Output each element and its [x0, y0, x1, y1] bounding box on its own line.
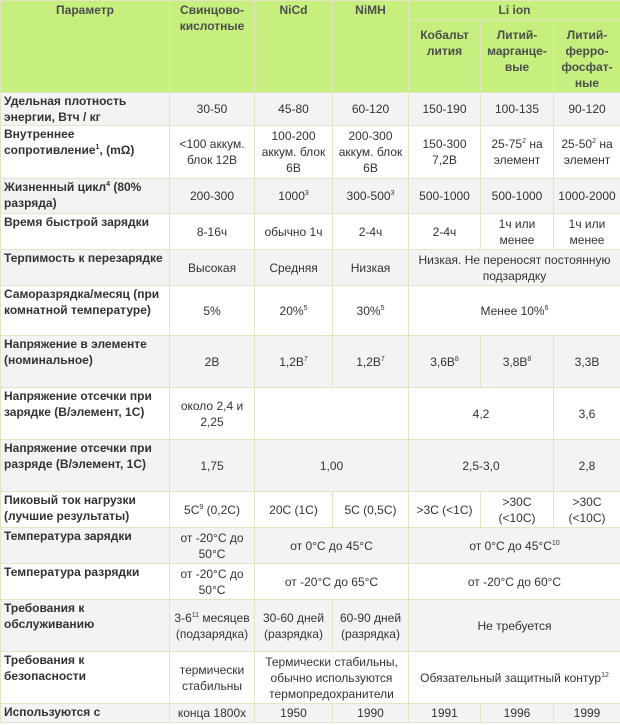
table-row [1, 492, 620, 528]
nicd-cell: 100-200 аккум. блок 6В [255, 126, 333, 179]
nimh-cell: Низкая [333, 250, 409, 286]
nimh-cell: 2-4ч [333, 214, 409, 250]
nimh-cell: 200-300 аккум. блок 6В [333, 126, 409, 179]
manganese-cell: 100-135 [481, 93, 554, 126]
param-cell: Напряжение в элементе (номинальное) [1, 336, 170, 388]
table-row [1, 388, 620, 440]
nickel-cell [255, 388, 409, 440]
nickel-cell: от -20°С до 65°С [255, 564, 409, 600]
phosphate-cell: >30С (<10С) [554, 492, 620, 528]
table-row [1, 440, 620, 492]
table-row [1, 93, 620, 126]
nimh-cell: 60-90 дней (разрядка) [333, 600, 409, 652]
phosphate-cell: 1000-2000 [554, 179, 620, 214]
nimh-cell: 1990 [333, 704, 409, 723]
nimh-cell: 5С (0,5С) [333, 492, 409, 528]
lead-acid-cell: 200-300 [170, 179, 255, 214]
table-row [1, 704, 620, 723]
nicd-cell: 1950 [255, 704, 333, 723]
param-cell: Терпимость к перезарядке [1, 250, 170, 286]
param-cell: Температура зарядки [1, 528, 170, 564]
lead-acid-cell: около 2,4 и 2,25 [170, 388, 255, 440]
header-li-ion: Li ion [409, 1, 620, 21]
li-ion-cell: Низкая. Не переносят постоянную подзарядку [409, 250, 620, 286]
manganese-cell: $3,8В^8$ [481, 336, 554, 388]
nicd-cell: обычно 1ч [255, 214, 333, 250]
phosphate-cell: 3,6 [554, 388, 620, 440]
param-cell: Температура разрядки [1, 564, 170, 600]
nicd-cell: Средняя [255, 250, 333, 286]
lead-acid-cell: $3-6^{11}$ месяцев (подзарядка) [170, 600, 255, 652]
cobalt-cell: 500-1000 [409, 179, 481, 214]
table-row [1, 336, 620, 388]
phosphate-cell: 2,8 [554, 440, 620, 492]
nimh-cell: 30%$^5$ [333, 286, 409, 336]
header-cobalt: Кобальт лития [409, 21, 481, 93]
header-phosphate: Литий-ферро-фосфат-ные [554, 21, 620, 93]
cobalt-cell: $3,6В^8$ [409, 336, 481, 388]
manganese-cell: 1996 [481, 704, 554, 723]
cobalt-manganese-cell: 2,5-3,0 [409, 440, 554, 492]
table-row [1, 179, 620, 214]
param-cell: Напряжение отсечки при зарядке (В/элемент, 1С) [1, 388, 170, 440]
cobalt-cell: 1991 [409, 704, 481, 723]
header-param: Параметр [1, 1, 170, 93]
phosphate-cell: 90-120 [554, 93, 620, 126]
table-row [1, 250, 620, 286]
param-cell: Внутреннее сопротивление$^1$, (mΩ) [1, 126, 170, 179]
phosphate-cell: 1ч или менее [554, 214, 620, 250]
param-cell: Пиковый ток нагрузки (лучшие результаты) [1, 492, 170, 528]
cobalt-manganese-cell: 4,2 [409, 388, 554, 440]
nicd-cell: 30-60 дней (разрядка) [255, 600, 333, 652]
nickel-cell: Термически стабильны, обычно используются термопредохранители [255, 652, 409, 704]
table-row [1, 126, 620, 179]
nicd-cell: $1,2В^7$ [255, 336, 333, 388]
header-manganese: Литий-марганце-вые [481, 21, 554, 93]
param-cell: Напряжение отсечки при разряде (В/элемент, 1С) [1, 440, 170, 492]
phosphate-cell: 1999 [554, 704, 620, 723]
manganese-cell: 500-1000 [481, 179, 554, 214]
li-ion-cell: Обязательный защитный контур$^{12}$ [409, 652, 620, 704]
cobalt-cell: 150-300 7,2В [409, 126, 481, 179]
lead-acid-cell: термически стабильны [170, 652, 255, 704]
phosphate-cell: 3,3В [554, 336, 620, 388]
lead-acid-cell: 30-50 [170, 93, 255, 126]
lead-acid-cell: от -20°С до 50°С [170, 528, 255, 564]
lead-acid-cell: от -20°С до 50°С [170, 564, 255, 600]
nimh-cell: 60-120 [333, 93, 409, 126]
header-nicd: NiCd [255, 1, 333, 93]
param-cell: Время быстрой зарядки [1, 214, 170, 250]
param-cell: Требования к безопасности [1, 652, 170, 704]
header-lead-acid: Свинцово-кислотные [170, 1, 255, 93]
header-nimh: NiMH [333, 1, 409, 93]
li-ion-cell: от -20°С до 60°С [409, 564, 620, 600]
li-ion-cell: Менее 10%$^6$ [409, 286, 620, 336]
lead-acid-cell: $5С^9$ (0,2С) [170, 492, 255, 528]
param-cell: Жизненный цикл$^4$ (80% разряда) [1, 179, 170, 214]
lead-acid-cell: <100 аккум. блок 12В [170, 126, 255, 179]
nimh-cell: $1,2В^7$ [333, 336, 409, 388]
table-row [1, 600, 620, 652]
li-ion-cell: от 0°С до $45^\circ С^{10}$ [409, 528, 620, 564]
nicd-cell: 1000$^3$ [255, 179, 333, 214]
cobalt-cell: >3С (<1С) [409, 492, 481, 528]
lead-acid-cell: 5% [170, 286, 255, 336]
nickel-cell: от 0°С до 45°С [255, 528, 409, 564]
lead-acid-cell: 1,75 [170, 440, 255, 492]
phosphate-cell: $25-50^2$ на элемент [554, 126, 620, 179]
table-row [1, 214, 620, 250]
table-row [1, 286, 620, 336]
nimh-cell: $300-500^3$ [333, 179, 409, 214]
nicd-cell: 45-80 [255, 93, 333, 126]
nickel-cell: 1,00 [255, 440, 409, 492]
lead-acid-cell: Высокая [170, 250, 255, 286]
nicd-cell: 20%$^5$ [255, 286, 333, 336]
cobalt-cell: 2-4ч [409, 214, 481, 250]
param-cell: Используются с [1, 704, 170, 723]
nicd-cell: 20С (1С) [255, 492, 333, 528]
lead-acid-cell: 2В [170, 336, 255, 388]
manganese-cell: >30С (<10С) [481, 492, 554, 528]
param-cell: Удельная плотность энергии, Втч / кг [1, 93, 170, 126]
manganese-cell: 1ч или менее [481, 214, 554, 250]
param-cell: Требования к обслуживанию [1, 600, 170, 652]
param-cell: Саморазрядка/месяц (при комнатной температуре) [1, 286, 170, 336]
li-ion-cell: Не требуется [409, 600, 620, 652]
lead-acid-cell: 8-16ч [170, 214, 255, 250]
lead-acid-cell: конца 1800х [170, 704, 255, 723]
header-row [1, 1, 620, 21]
manganese-cell: $25-75^2$ на элемент [481, 126, 554, 179]
cobalt-cell: 150-190 [409, 93, 481, 126]
table-row [1, 528, 620, 564]
table-row [1, 652, 620, 704]
table-row [1, 564, 620, 600]
